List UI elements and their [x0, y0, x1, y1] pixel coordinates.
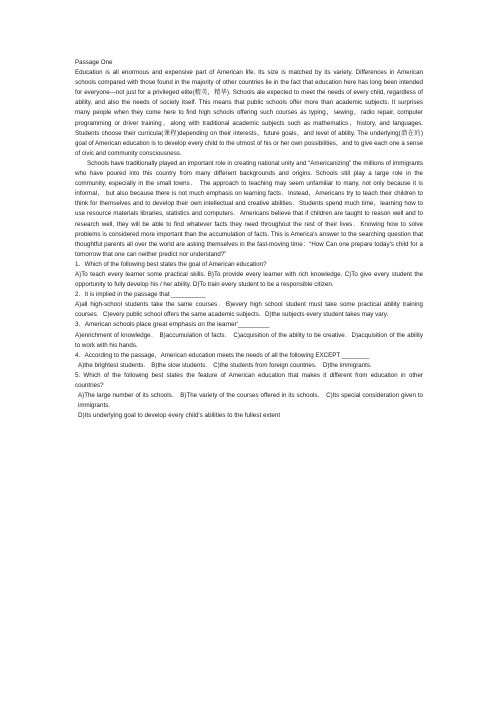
question-3-stem: 3．American schools place great emphasis on the learner'_________ — [75, 321, 270, 329]
question-2-options: A)all high-school students take the same courses．B)every high school student must take some practical ability training courses．C)every public school offers the same academic subjects．D)the subjects every student takes may vary． — [75, 301, 423, 319]
question-3-options: A)enrichment of knowledge． B)accumulation of facts． C)acquisition of the ability to be creative．D)acquisition of the ability to work with his hands. — [75, 331, 423, 349]
question-4-stem: 4．According to the passage，American education meets the needs of all the following EXCEPT ________ — [75, 351, 370, 359]
question-4-options: A)the brightest students． B)the slow students． C)the students from foreign countries． D)the immigrants. — [78, 361, 372, 369]
question-5-stem: 5. Which of the following best states the feature of American education that makes it different from education in other countries? — [75, 371, 423, 389]
question-1-options: A)To teach every learner some practical skills. B)To provide every learner with rich knowledge. C)To give every student the opportunity to fully develop his / her ability. D)To train every student to be a responsible citizen. — [75, 270, 423, 289]
document-page — [75, 58, 423, 421]
question-5-options: A)The large number of its schools． B)The variety of the courses offered in its schools． C)Its special consideration given to immigrants. — [78, 392, 423, 410]
question-1-stem: 1．Which of the following best states the goal of American education? — [75, 260, 267, 268]
question-2-stem: 2．It is implied in the passage that __________ — [75, 291, 206, 299]
paragraph-2: Schools have traditionally played an important role in creating national unity and “Americanizing” the millions of immigrants who have poured into this country from many different backgrounds and origins. Schools still play a large role in the community, especially in the small towns． The approach to teaching may seem unfamiliar to many, not only because it is informal， but also because there is not much emphasis on learning facts．Instead，Americans try to teach their children to think for themselves and to develop their own intellectual and creative abilities．Students spend much time，learning how to use resource materials libraries, statistics and computers．Americans believe that if children are taught to reason well and to research well, they will be able to find whatever facts they need throughout the rest of their lives．Knowing how to solve problems is considered more important than the accumulation of facts. This is America's answer to the searching question that thoughtful parents all over the world are asking themselves in the fast-moving time：“How Can one prepare today's child for a tomorrow that one can neither predict nor understand?” — [75, 159, 423, 258]
question-5-option-d: D)Its underlying goal to develop every child's abilities to the fullest extent — [78, 412, 281, 420]
paragraph-1: Education is all enormous and expensive part of American life. Its size is matched by its variety. Differences in American schools compared with those found in the majority of other countries lie in the fact that education here has long been intended for everyone—not just for a privileged elite(精英，精华). Schools ale expected to meet the needs of every child, regardless of ability, and also the needs of society itself. This means that public schools offer more than academic subjects. It surprises many people when they come here to find high schools offering such courses as typing，sewing，radio repair, computer programming or driver training，along with traditional academic subjects such as mathematics，history, and languages. Students choose their curricula(课程)depending on their interests，future goals，and level of ability. The underlying(潜在的) goal of American education is to develop every child to the utmost of his or her own possibilities，and to give each one a sense of civic and community consciousness. — [75, 69, 423, 157]
passage-title: Passage One — [75, 59, 113, 66]
